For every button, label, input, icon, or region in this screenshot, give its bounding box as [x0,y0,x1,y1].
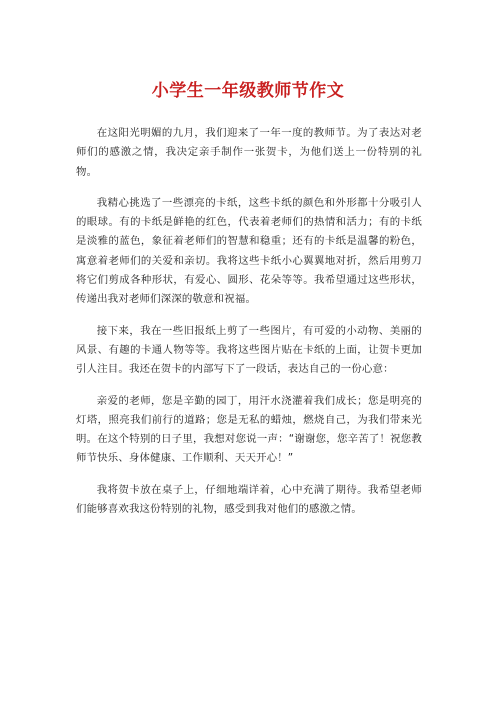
paragraph-1: 在这阳光明媚的九月，我们迎来了一年一度的教师节。为了表达对老师们的感激之情，我决定亲手制作一张贺卡，为他们送上一份特别的礼物。 [76,127,422,178]
paragraph-4: 亲爱的老师，您是辛勤的园丁，用汗水浇灌着我们成长；您是明亮的灯塔，照亮我们前行的道路；您是无私的蜡烛，燃烧自己，为我们带来光明。在这个特别的日子里，我想对您说一声：“谢谢您，您辛苦了！祝您教师节快乐、身体健康、工作顺利、天天开心！” [76,394,422,465]
paragraph-5: 我将贺卡放在桌子上，仔细地端详着，心中充满了期待。我希望老师们能够喜欢我这份特别的礼物，感受到我对他们的感激之情。 [76,483,422,516]
document-body [76,124,422,531]
document-title: 小学生一年级教师节作文 [151,81,345,101]
paragraph-2: 我精心挑选了一些漂亮的卡纸，这些卡纸的颜色和外形都十分吸引人的眼球。有的卡纸是鲜艳的红色，代表着老师们的热情和活力；有的卡纸是淡雅的蓝色，象征着老师们的智慧和稳重；还有的卡纸是温馨的粉色，寓意着老师们的关爱和亲切。我将这些卡纸小心翼翼地对折，然后用剪刀将它们剪成各种形状，有爱心、圆形、花朵等等。我希望通过这些形状，传递出我对老师们深深的敬意和祝福。 [76,196,422,306]
paragraph-3: 接下来，我在一些旧报纸上剪了一些图片，有可爱的小动物、美丽的风景、有趣的卡通人物等等。我将这些图片贴在卡纸的上面，让贺卡更加引人注目。我还在贺卡的内部写下了一段话，表达自己的一份心意： [76,324,422,376]
